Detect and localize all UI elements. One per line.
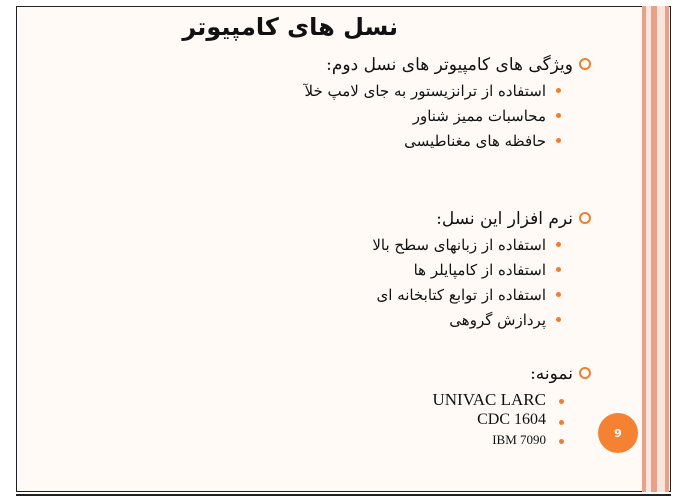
dot-bullet-icon	[559, 439, 564, 444]
list-item-text: پردازش گروهی	[449, 311, 546, 329]
slide-frame	[16, 6, 671, 492]
dot-bullet-icon	[556, 88, 561, 93]
ring-bullet-icon	[579, 212, 591, 224]
dot-bullet-icon	[556, 242, 561, 247]
slide-title: نسل های کامپیوتر	[182, 13, 398, 41]
list-item	[372, 236, 561, 254]
list-item	[449, 311, 561, 329]
dot-bullet-icon	[556, 267, 561, 272]
ring-bullet-icon	[579, 367, 591, 379]
list-item-text: استفاده از کامپایلر ها	[413, 261, 546, 279]
dot-bullet-icon	[559, 420, 564, 425]
example-item-text: IBM 7090	[492, 432, 546, 447]
list-item	[414, 261, 561, 279]
list-item	[413, 107, 561, 125]
page-number-badge: 9	[598, 413, 638, 453]
bottom-border	[16, 494, 671, 496]
ring-bullet-icon	[579, 58, 591, 70]
heading-text: نرم افزار این نسل:	[436, 209, 573, 229]
list-item	[305, 82, 561, 100]
list-item-text: محاسبات ممیز شناور	[412, 107, 546, 125]
list-item-text: استفاده از زبانهای سطح بالا	[372, 236, 546, 254]
list-item	[377, 286, 561, 304]
example-item-text: UNIVAC LARC	[432, 390, 546, 409]
example-item-text: CDC 1604	[477, 411, 546, 428]
decorative-stripe	[657, 6, 665, 492]
list-item	[404, 132, 561, 150]
dot-bullet-icon	[556, 138, 561, 143]
list-item-text: حافظه های مغناطیسی	[404, 132, 546, 150]
section-heading-features	[326, 55, 591, 75]
list-item-text: استفاده از ترانزیستور به جای لامپ خلآ	[304, 82, 546, 100]
dot-bullet-icon	[559, 399, 564, 404]
heading-text: ویژگی های کامپیوتر های نسل دوم:	[326, 55, 573, 75]
decorative-stripe	[665, 6, 669, 492]
heading-text: نمونه:	[530, 364, 573, 384]
dot-bullet-icon	[556, 113, 561, 118]
section-heading-software	[436, 209, 591, 229]
section-heading-examples	[530, 364, 591, 384]
dot-bullet-icon	[556, 317, 561, 322]
list-item-text: استفاده از توابع کتابخانه ای	[376, 286, 546, 304]
dot-bullet-icon	[556, 292, 561, 297]
